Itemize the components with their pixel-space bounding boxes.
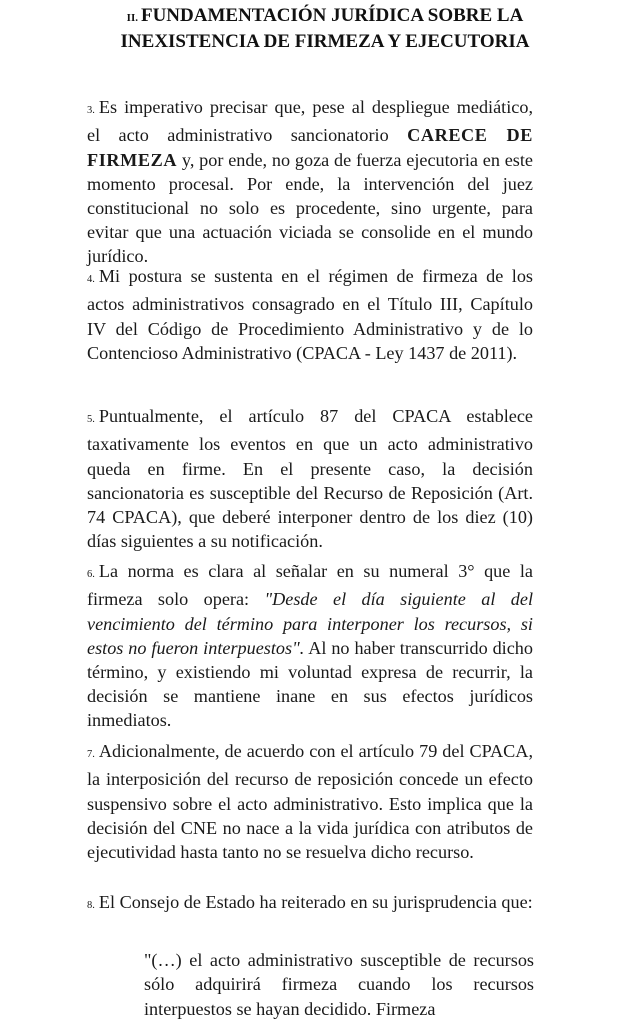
paragraph-text: Es imperativo precisar que, pese al despliegue mediático, el acto administrativo sancionatorio [87, 97, 533, 146]
section-title: FUNDAMENTACIÓN JURÍDICA SOBRE LA INEXISTENCIA DE FIRMEZA Y EJECUTORIA [120, 5, 530, 52]
paragraph-8 [87, 890, 533, 918]
jurisprudence-quote [144, 948, 534, 1021]
paragraph-number: 4. [87, 274, 95, 286]
quote-text: "(…) el acto administrativo susceptible de recursos sólo adquirirá firmeza cuando los recursos interpuestos se hayan decidido. Firmeza [144, 950, 534, 1019]
paragraph-3 [87, 95, 533, 268]
paragraph-number: 6. [87, 569, 95, 581]
paragraph-6 [87, 559, 533, 732]
paragraph-text: La norma es clara al señalar en su numeral 3° que la firmeza solo opera: [87, 561, 533, 610]
emphasis-bold: CARECE DE FIRMEZA [87, 125, 534, 170]
paragraph-text: El Consejo de Estado ha reiterado en su jurisprudencia que: [98, 892, 533, 913]
paragraph-number: 5. [87, 414, 95, 426]
section-number: II. [126, 12, 138, 24]
paragraph-number: 7. [87, 749, 95, 761]
paragraph-number: 8. [87, 900, 95, 912]
legal-citation-italic: "Desde el día siguiente al del vencimiento del término para interponer los recursos, si estos no fueron interpuestos". [87, 589, 533, 658]
paragraph-5 [87, 404, 533, 553]
paragraph-text: Al no haber transcurrido dicho término, y existiendo mi voluntad expresa de recurrir, la decisión se mantiene inane en sus efectos jurídicos inmediatos. [87, 637, 533, 731]
paragraph-number: 3. [87, 105, 95, 117]
paragraph-7 [87, 739, 533, 864]
paragraph-4 [87, 264, 533, 365]
paragraph-text: Adicionalmente, de acuerdo con el artículo 79 del CPACA, la interposición del recurso de reposición concede un efecto suspensivo sobre el acto administrativo. Esto implica que la decisión del CNE no nace a la vida jurídica con atributos de ejecutividad hasta tanto no se resuelva dicho recurso. [87, 741, 533, 862]
paragraph-text: Mi postura se sustenta en el régimen de firmeza de los actos administrativos consagrado en el Título III, Capítulo IV del Código de Procedimiento Administrativo y de lo Contencioso Administrativo (CPACA - Ley 1437 de 2011). [87, 266, 533, 363]
section-heading [110, 4, 540, 53]
paragraph-text: Puntualmente, el artículo 87 del CPACA establece taxativamente los eventos en que un acto administrativo queda en firme. En el presente caso, la decisión sancionatoria es susceptible del Recurso de Reposición (Art. 74 CPACA), que deberé interponer dentro de los diez (10) días siguientes a su notificación. [87, 406, 533, 552]
paragraph-text: y, por ende, no goza de fuerza ejecutoria en este momento procesal. Por ende, la intervención del juez constitucional no solo es procedente, sino urgente, para evitar que una actuación viciada se consolide en el mundo jurídico. [87, 149, 533, 267]
